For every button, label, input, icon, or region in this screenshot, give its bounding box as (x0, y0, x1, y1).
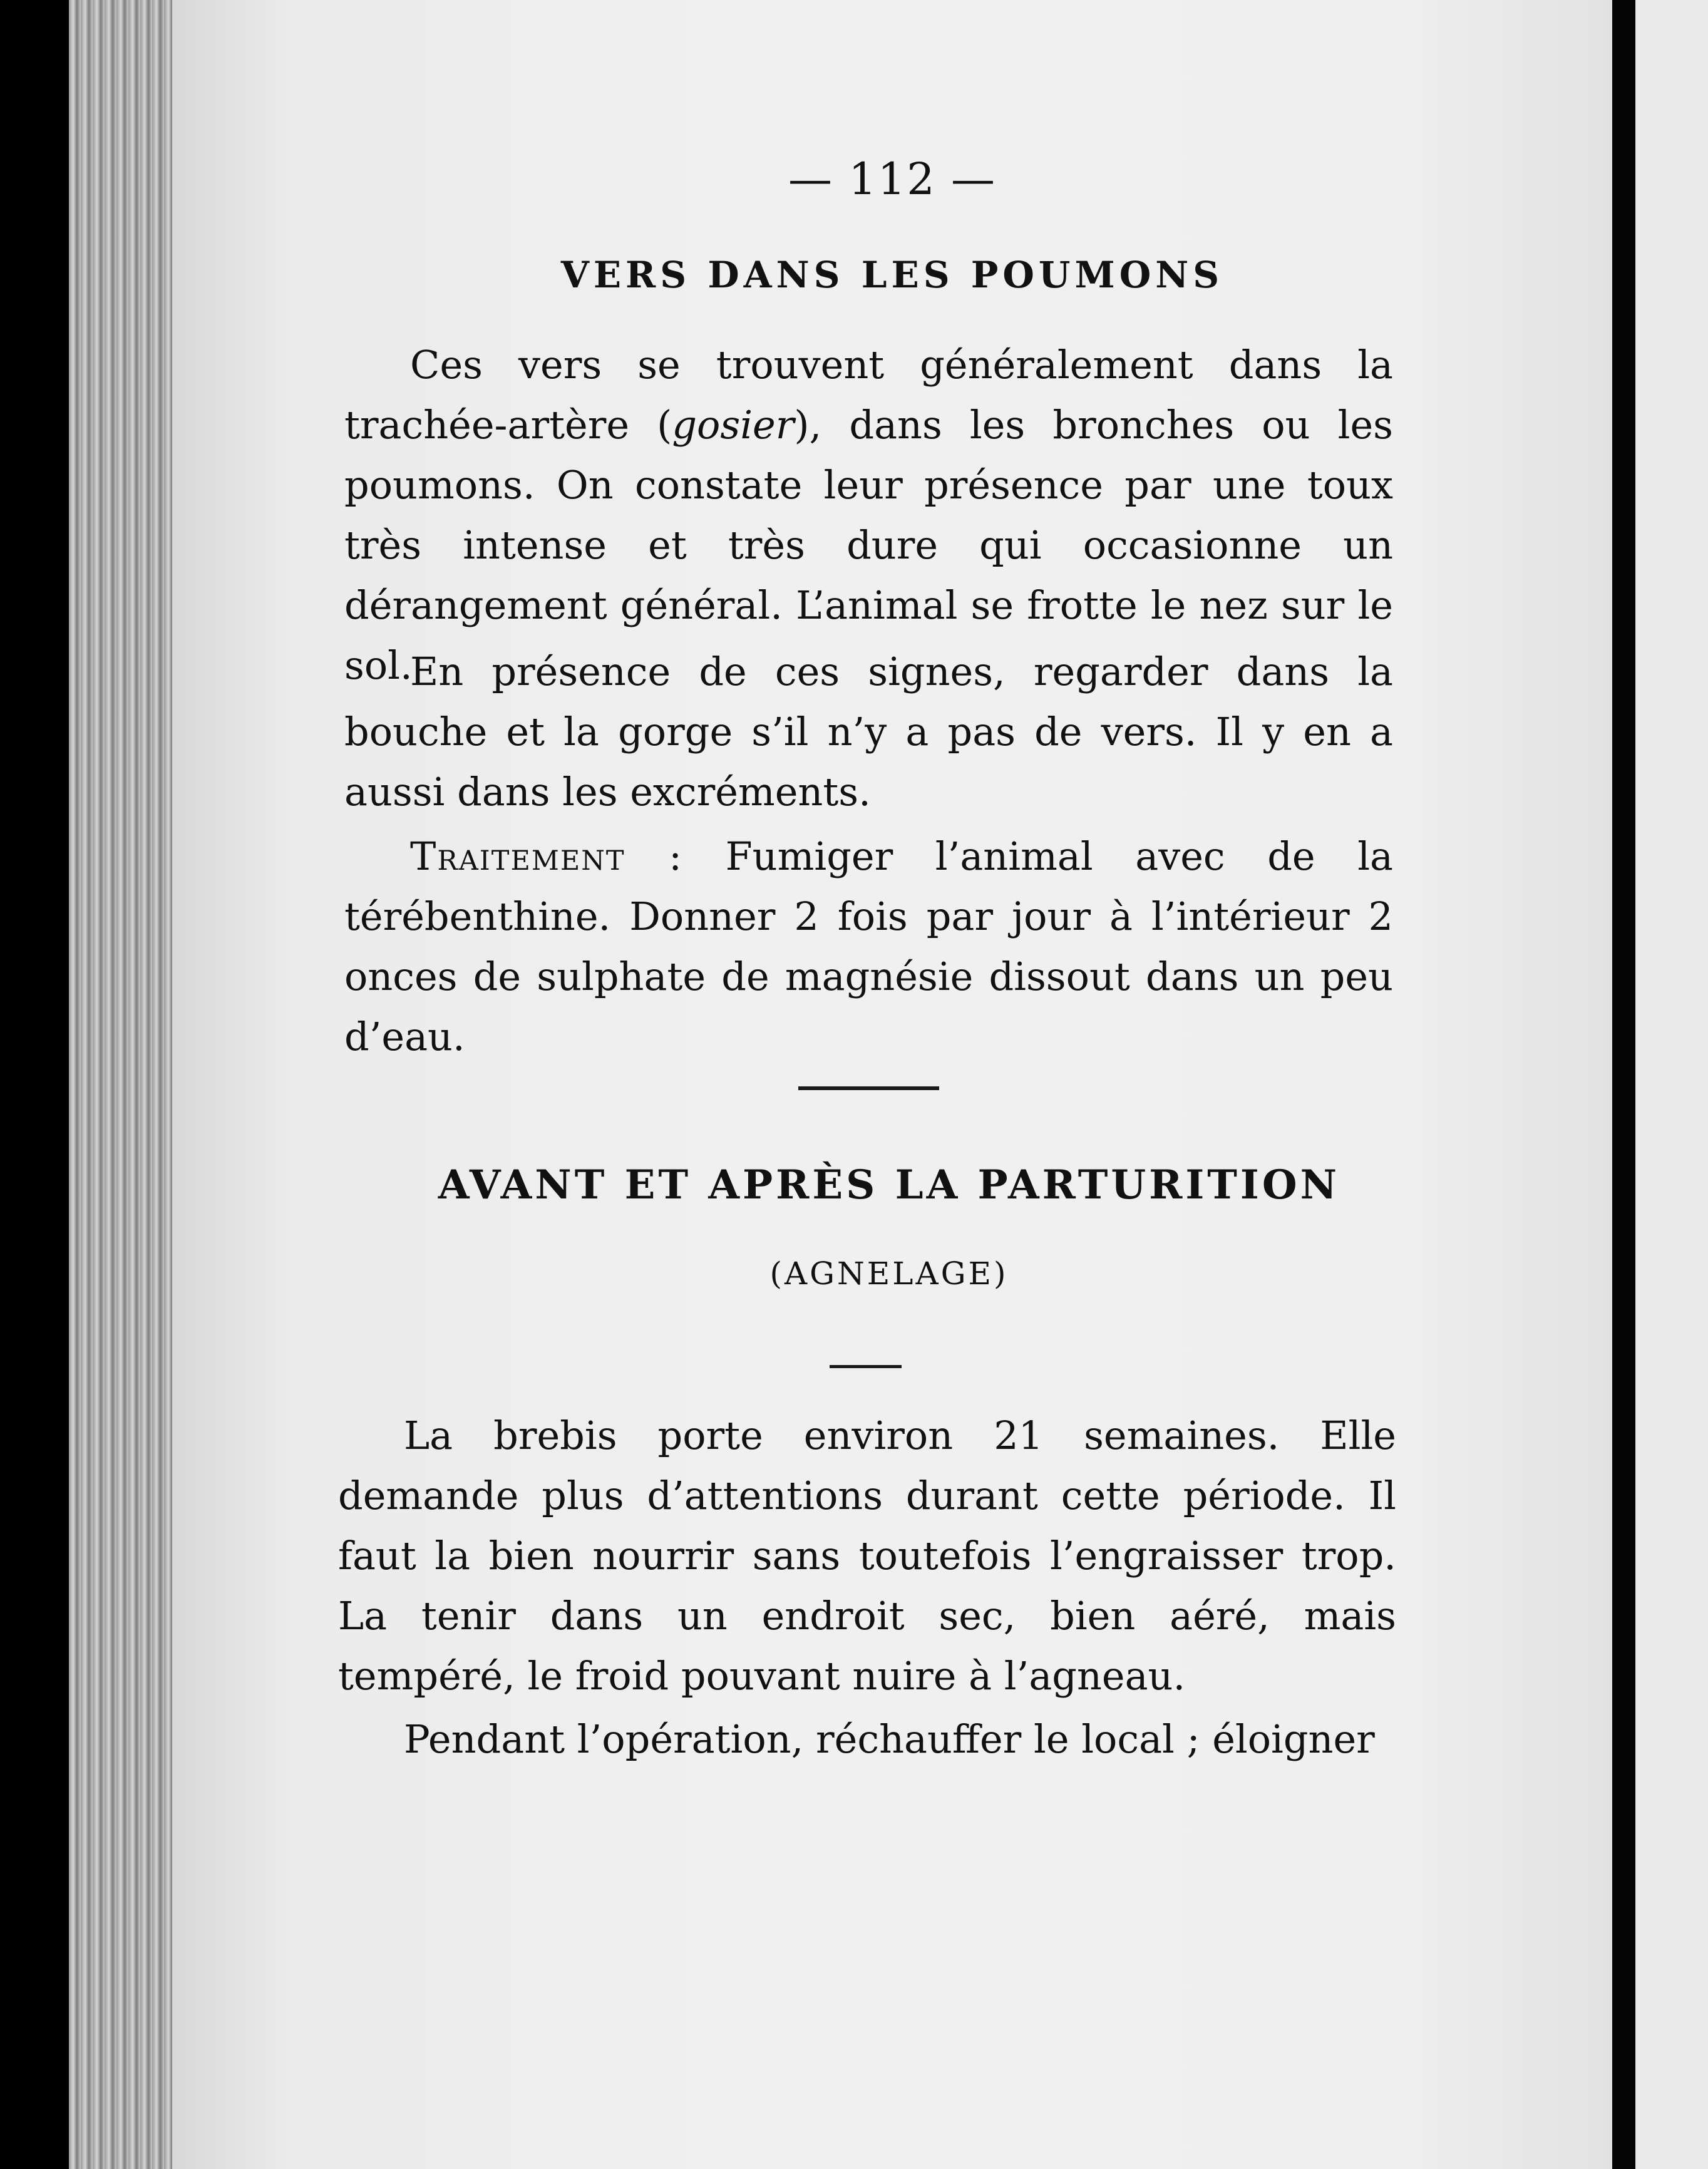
paragraph-brebis: La brebis porte environ 21 semaines. Elle demande plus d’attentions durant cette période. Il faut la bien nourrir sans toutefois l’engraisser trop. La tenir dans un endroit sec, bien aéré, mais tempéré, le froid pouvant nuire à l’agneau. (338, 1413, 1396, 1699)
section-divider (798, 1086, 939, 1090)
subtitle-divider (830, 1365, 902, 1368)
italic-term-gosier: gosier (672, 402, 795, 448)
section-subtitle-agnelage: (AGNELAGE) (769, 1255, 1009, 1292)
paragraph-traitement (344, 827, 1393, 1067)
paragraph-vers-description-end: ), dans les bronches ou les poumons. On constate leur présence par une toux très intense et très dure qui occasionne un dérangement général. L’animal se frotte le nez sur le sol. (344, 402, 1393, 688)
facing-page-edge (1635, 0, 1708, 2169)
paragraph-vers-signes: En présence de ces signes, regarder dans la bouche et la gorge s’il n’y a pas de vers. Il y en a aussi dans les excréments. (344, 649, 1393, 815)
section-title-vers: VERS DANS LES POUMONS (560, 254, 1224, 296)
book-gutter (1612, 0, 1635, 2169)
traitement-label: Traitement : (410, 833, 684, 879)
page-number: — 112 — (788, 153, 997, 205)
traitement-text: Fumiger l’animal avec de la térébenthine. Donner 2 fois par jour à l’intérieur 2 onces de sulphate de magnésie dissout dans un peu d’eau. (344, 833, 1393, 1059)
paragraph-operation: Pendant l’opération, réchauffer le local ; éloigner (404, 1716, 1375, 1762)
section-title-parturition: AVANT ET APRÈS LA PARTURITION (438, 1162, 1340, 1208)
page-edge-stack (69, 0, 175, 2169)
paragraph-vers-description-start: Ces vers se trouvent généralement dans la trachée-artère ( (344, 342, 1393, 448)
book-page (172, 0, 1612, 2169)
